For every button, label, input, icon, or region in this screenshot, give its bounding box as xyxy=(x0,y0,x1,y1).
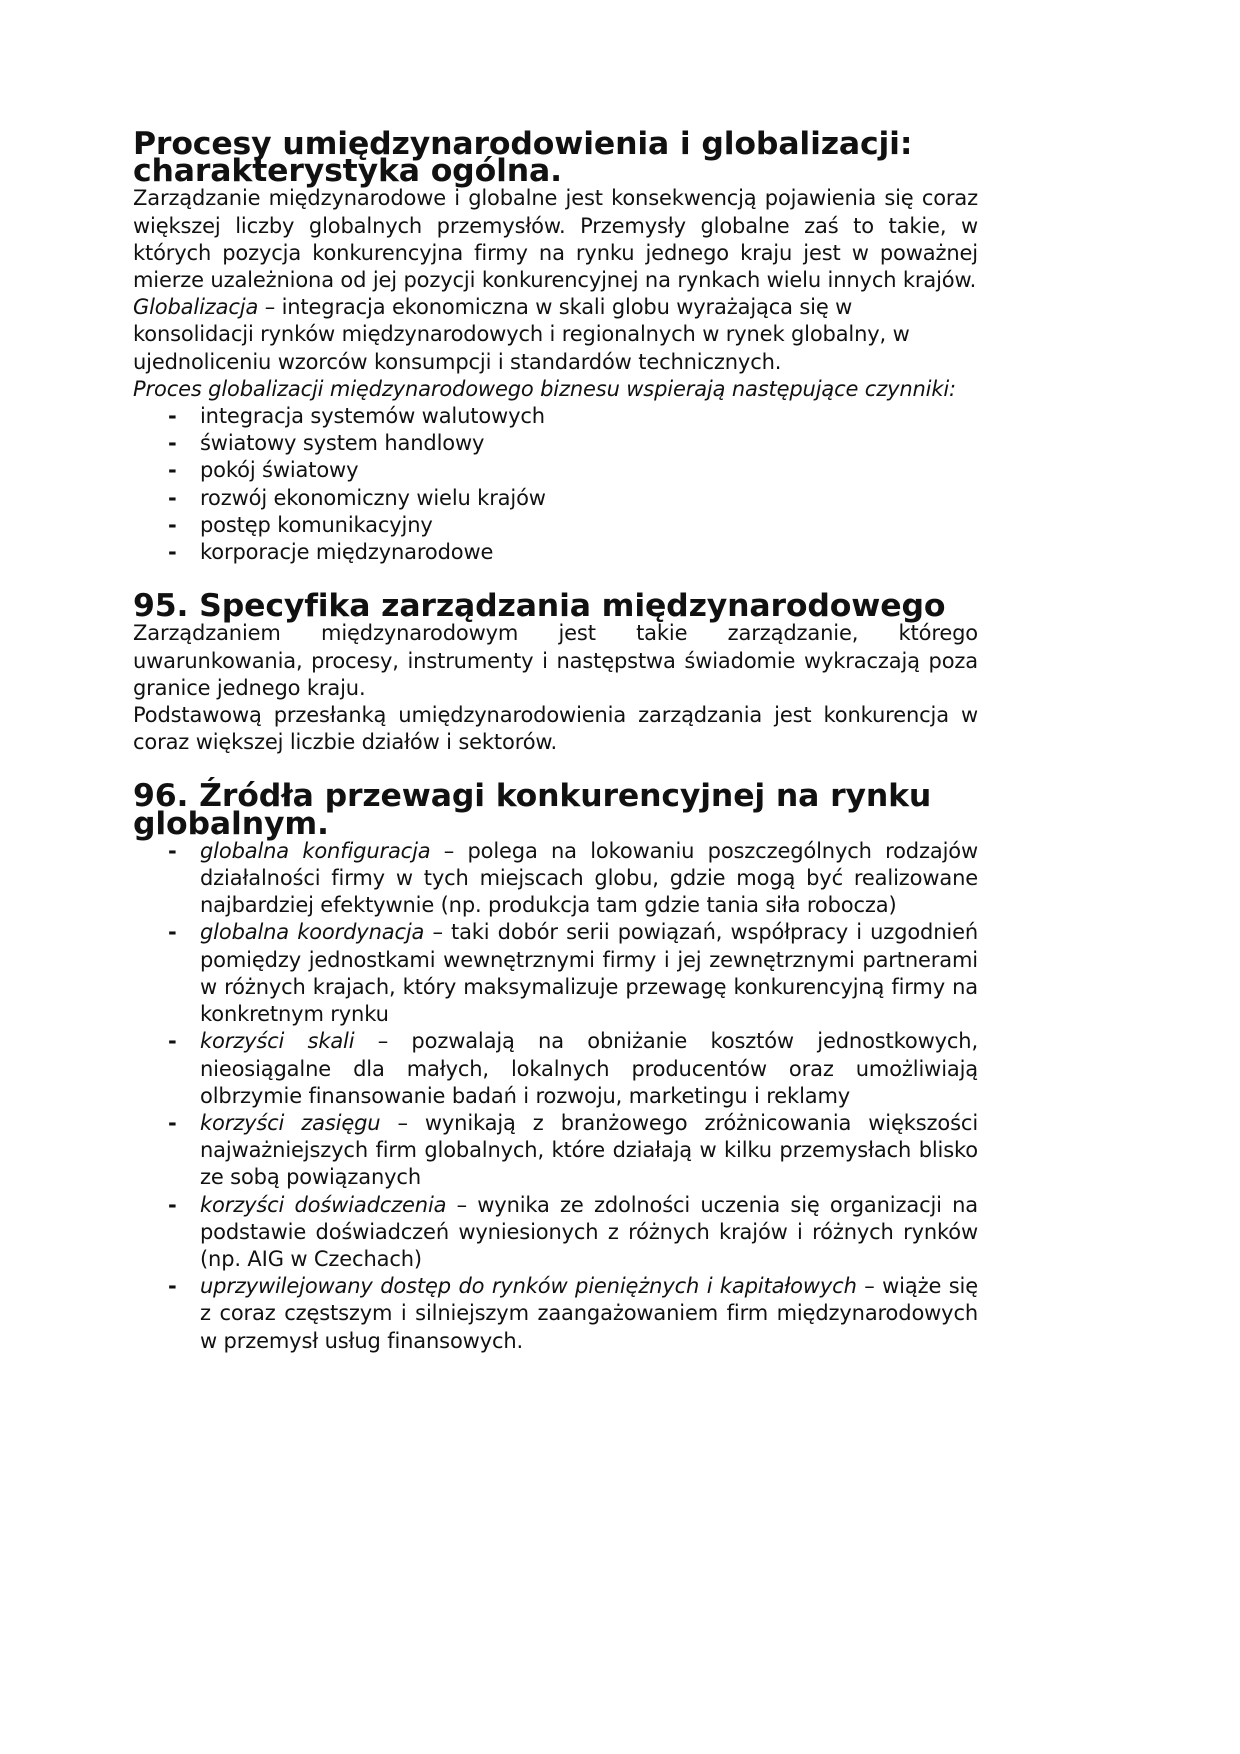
section-heading-95: 95. Specyfika zarządzania międzynarodowego xyxy=(133,588,946,625)
item-term: korzyści zasięgu xyxy=(200,1110,381,1135)
list-item-text: korporacje międzynarodowe xyxy=(200,540,494,565)
list-item xyxy=(133,457,978,484)
advantage-sources-list xyxy=(133,838,978,1355)
factors-intro: Proces globalizacji międzynarodowego biznesu wspierają następujące czynniki: xyxy=(133,376,956,401)
list-item xyxy=(133,1110,978,1192)
dash-bullet-icon: - xyxy=(168,512,177,537)
dash-bullet-icon: - xyxy=(168,485,177,510)
list-item-text: pokój światowy xyxy=(200,458,359,483)
dash-bullet-icon: - xyxy=(168,838,177,863)
list-item xyxy=(133,1273,978,1355)
document-page xyxy=(133,126,979,1355)
definition-term: Globalizacja xyxy=(133,295,259,320)
list-item-text: postęp komunikacyjny xyxy=(200,512,433,537)
globalization-definition xyxy=(133,294,978,376)
dash-bullet-icon: - xyxy=(168,920,177,945)
dash-bullet-icon: - xyxy=(168,540,177,565)
factors-list xyxy=(133,403,978,566)
item-description: – wynika ze zdolności uczenia się organizacji na podstawie doświadczeń wyniesionych z różnych krajów i różnych rynków (np. AIG w Czechach) xyxy=(200,1192,978,1271)
list-item-text: światowy system handlowy xyxy=(200,431,485,456)
dash-bullet-icon: - xyxy=(168,404,177,429)
list-item xyxy=(133,838,978,920)
item-term: uprzywilejowany dostęp do rynków pieniężnych i kapitałowych xyxy=(200,1274,857,1299)
list-item xyxy=(133,919,978,1028)
section-95 xyxy=(133,588,978,756)
item-term: korzyści doświadczenia xyxy=(200,1192,447,1217)
list-item xyxy=(133,485,978,512)
dash-bullet-icon: - xyxy=(168,431,177,456)
list-item xyxy=(133,512,978,539)
list-item xyxy=(133,539,978,566)
dash-bullet-icon: - xyxy=(168,1192,177,1217)
list-item-text: integracja systemów walutowych xyxy=(200,404,545,429)
dash-bullet-icon: - xyxy=(168,1029,177,1054)
section-heading-globalization: Procesy umiędzynarodowienia i globalizacji: charakterystyka ogólna. xyxy=(133,126,913,190)
list-item xyxy=(133,403,978,430)
dash-bullet-icon: - xyxy=(168,458,177,483)
item-term: globalna konfiguracja xyxy=(200,838,431,863)
list-item xyxy=(133,1028,978,1110)
section-heading-96: 96. Źródła przewagi konkurencyjnej na rynku globalnym. xyxy=(133,778,932,842)
section-globalization xyxy=(133,126,978,566)
dash-bullet-icon: - xyxy=(168,1110,177,1135)
item-description: – pozwalają na obniżanie kosztów jednostkowych, nieosiągalne dla małych, lokalnych producentów oraz umożliwiają olbrzymie finansowanie badań i rozwoju, marketingu i reklamy xyxy=(200,1029,978,1108)
item-description: – polega na lokowaniu poszczególnych rodzajów działalności firmy w tych miejscach globu, gdzie mogą być realizowane najbardziej efektywnie (np. produkcja tam gdzie tania siła robocza) xyxy=(200,838,978,918)
intro-paragraph: Zarządzanie międzynarodowe i globalne jest konsekwencją pojawienia się coraz większej liczby globalnych przemysłów. Przemysły globalne zaś to takie, w których pozycja konkurencyjna firmy na rynku jednego kraju jest w poważnej mierze uzależniona od jej pozycji konkurencyjnej na rynkach wielu innych krajów. xyxy=(133,186,978,293)
list-item xyxy=(133,430,978,457)
item-term: korzyści skali xyxy=(200,1029,355,1054)
list-item xyxy=(133,1192,978,1274)
section-95-paragraph-1: Zarządzaniem międzynarodowym jest takie zarządzanie, którego uwarunkowania, procesy, instrumenty i następstwa świadomie wykraczają poza granice jednego kraju. xyxy=(133,621,978,700)
item-description: – wynikają z branżowego zróżnicowania większości najważniejszych firm globalnych, które działają w kilku przemysłach blisko ze sobą powiązanych xyxy=(200,1110,978,1190)
section-96 xyxy=(133,778,979,1354)
section-95-paragraph-2: Podstawową przesłanką umiędzynarodowienia zarządzania jest konkurencja w coraz większej liczbie działów i sektorów. xyxy=(133,703,978,755)
item-description: – wiąże się z coraz częstszym i silniejszym zaangażowaniem firm międzynarodowych w przemysł usług finansowych. xyxy=(200,1274,978,1353)
dash-bullet-icon: - xyxy=(168,1274,177,1299)
definition-text: – integracja ekonomiczna w skali globu wyrażająca się w konsolidacji rynków międzynarodowych i regionalnych w rynek globalny, w ujednoliceniu wzorców konsumpcji i standardów technicznych. xyxy=(133,295,910,374)
list-item-text: rozwój ekonomiczny wielu krajów xyxy=(200,485,546,510)
item-description: – taki dobór serii powiązań, współpracy i uzgodnień pomiędzy jednostkami wewnętrznymi firmy i jej zewnętrznymi partnerami w różnych krajach, który maksymalizuje przewagę konkurencyjną firmy na konkretnym rynku xyxy=(200,920,979,1027)
item-term: globalna koordynacja xyxy=(200,920,425,945)
